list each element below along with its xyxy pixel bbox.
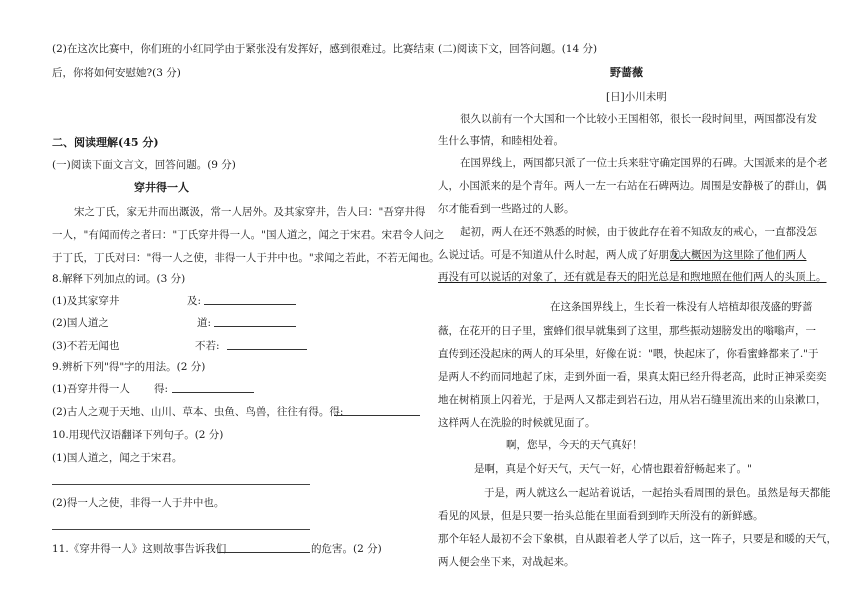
passage2-line: 直传到还没起床的两人的耳朵里，好像在说："喂，快起床了，你看蜜蜂都来了."于 bbox=[438, 348, 819, 360]
q10-item1-answer-line[interactable] bbox=[52, 484, 310, 485]
q9-item2-answer-blank[interactable] bbox=[334, 405, 420, 416]
passage2-line: 薇，在花开的日子里，蜜蜂们很早就集到了这里，那些振动翅膀发出的嗡嗡声，一 bbox=[438, 325, 816, 337]
passage2-line: 起初，两人在还不熟悉的时候，由于彼此存在着不知敌友的戒心，一直都没怎 bbox=[460, 226, 817, 238]
q11-suffix: 的危害。(2 分) bbox=[311, 543, 382, 555]
passage1-line: 宋之丁氏，家无井而出溉汲，常一人居外。及其家穿井，告人曰："吾穿井得 bbox=[74, 206, 426, 218]
q8-item2-answer-blank[interactable] bbox=[214, 316, 296, 327]
q9-item1-label: 得: bbox=[154, 383, 169, 395]
q9-item1: (1)吾穿井得一人 bbox=[52, 383, 130, 395]
passage2-line: 看见的风景，但是只要一抬头总能在里面看到到昨天所没有的新鲜感。 bbox=[438, 510, 764, 522]
passage2-line: 啊，您早，今天的天气真好！ bbox=[506, 439, 643, 451]
passage2-line: 那个年轻人最初不会下象棋，自从跟着老人学了以后，这一阵子，只要是和暖的天气， bbox=[438, 533, 837, 545]
q8-item3-answer-blank[interactable] bbox=[227, 339, 307, 350]
q10-title: 10.用现代汉语翻译下列句子。(2 分) bbox=[52, 429, 224, 441]
q10-item2-answer-line[interactable] bbox=[52, 529, 310, 530]
q9-item1-answer-blank[interactable] bbox=[172, 382, 254, 393]
q8-item3-word: 不若: bbox=[195, 340, 220, 352]
passage2-line: 两人便会坐下来，对战起来。 bbox=[438, 556, 575, 568]
passage2-title: 野蔷薇 bbox=[610, 66, 643, 79]
q10-item1: (1)国人道之，闻之于宋君。 bbox=[52, 452, 183, 464]
q9-item2: (2)古人之观于天地、山川、草本、虫鱼、鸟兽，往往有得。得: bbox=[52, 406, 344, 418]
q7-2-line1: (2)在这次比赛中，你们班的小红同学由于紧张没有发挥好，感到很难过。比赛结束 bbox=[52, 43, 435, 55]
passage2-line: 在国界线上，两国都只派了一位士兵来驻守确定国界的石碑。大国派来的是个老 bbox=[460, 157, 828, 169]
q9-title: 9.辨析下列"得"字的用法。(2 分) bbox=[52, 361, 206, 373]
passage2-line: 人，小国派来的是个青年。两人一左一右站在石碑两边。周围是安静极了的群山，偶 bbox=[438, 180, 827, 192]
passage2-line: 么说过话。可是不知道从什么时起，两人成了好朋友。 bbox=[438, 249, 690, 261]
passage2-line: 是两人不约而同地起了床，走到外面一看，果真太阳已经升得老高，此时正神采奕奕 bbox=[438, 371, 827, 383]
passage1-line: 一人，"有闻而传之者曰："丁氏穿井得一人。"国人道之，闻之于宋君。宋君令人问之 bbox=[52, 229, 445, 241]
q11-answer-blank[interactable] bbox=[218, 542, 310, 553]
q8-item1-answer-blank[interactable] bbox=[204, 294, 296, 305]
passage2-line: 是啊，真是个好天气，天气一好，心情也跟着舒畅起来了。" bbox=[474, 463, 752, 475]
passage2-line: 于是，两人就这么一起站着说话，一起抬头看周围的景色。虽然是每天都能 bbox=[484, 487, 831, 499]
q8-item1: (1)及其家穿井 bbox=[52, 295, 120, 307]
part2-intro: (二)阅读下文，回答问题。(14 分) bbox=[438, 43, 598, 55]
passage2-author: [日]小川未明 bbox=[606, 91, 667, 103]
passage2-line: 这样两人在洗脸的时候就见面了。 bbox=[438, 417, 596, 429]
q8-item3: (3)不若无闻也 bbox=[52, 340, 120, 352]
passage2-line: 很久以前有一个大国和一个比较小王国相邻，很长一段时间里，两国都没有发 bbox=[460, 113, 817, 125]
underlined-sentence-1b: 再没有可以说话的对象了，还有就是春天的阳光总是和煦地照在他们两人的头顶上。 bbox=[438, 271, 827, 283]
underlined-sentence-1a: ①大概因为这里除了他们两人 bbox=[670, 249, 807, 261]
passage2-line: 尔才能看到一些路过的人影。 bbox=[438, 203, 575, 215]
passage1-title: 穿井得一人 bbox=[134, 181, 189, 194]
passage2-line: 地在树梢顶上闪着光，于是两人又都走到岩石边，用从岩石缝里流出来的山泉漱口， bbox=[438, 394, 827, 406]
q8-item1-word: 及: bbox=[187, 295, 202, 307]
passage1-line: 于丁氏，丁氏对曰："得一人之使，非得一人于井中也。"求闻之若此，不若无闻也。 bbox=[52, 252, 440, 264]
q7-2-line2: 后，你将如何安慰她?(3 分) bbox=[52, 67, 181, 79]
part1-intro: (一)阅读下面文言文，回答问题。(9 分) bbox=[52, 159, 236, 171]
q8-item2: (2)国人道之 bbox=[52, 317, 109, 329]
q10-item2: (2)得一人之使，非得一人于井中也。 bbox=[52, 497, 225, 509]
q11-prefix: 11.《穿井得一人》这则故事告诉我们 bbox=[52, 543, 227, 555]
q8-title: 8.解释下列加点的词。(3 分) bbox=[52, 273, 186, 285]
section2-title: 二、阅读理解(45 分) bbox=[52, 136, 159, 149]
q8-item2-word: 道: bbox=[197, 317, 212, 329]
passage2-line: 生什么事情，和睦相处着。 bbox=[438, 135, 564, 147]
passage2-line: 在这条国界线上，生长着一株没有人培植却很茂盛的野蔷 bbox=[550, 301, 813, 313]
